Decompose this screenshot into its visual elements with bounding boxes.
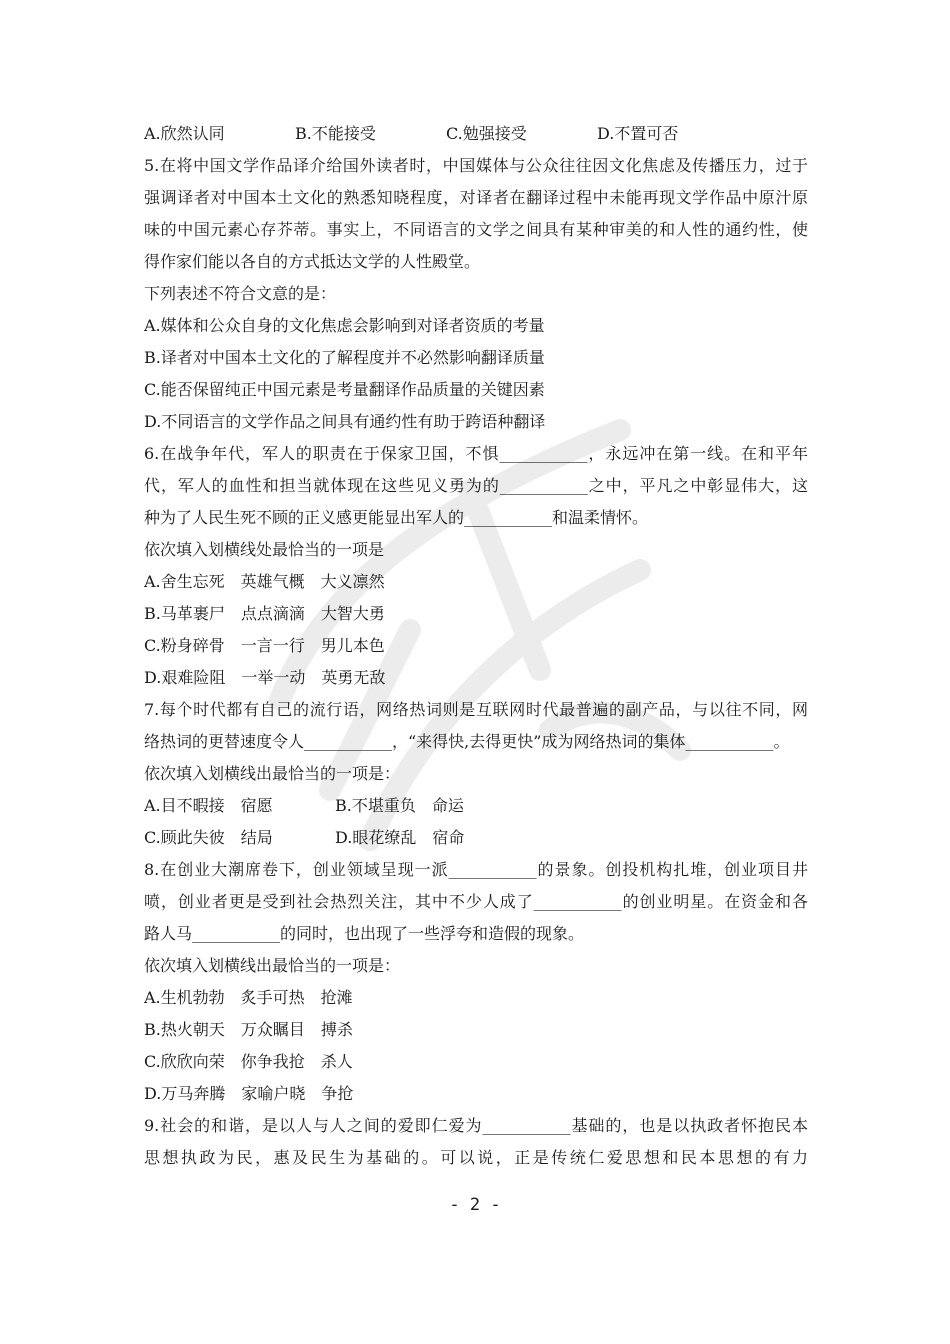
- q8-prompt: 依次填入划横线出最恰当的一项是：: [144, 956, 401, 975]
- q8-stem-line: 路人马___________的同时，也出现了一些浮夸和造假的现象。: [144, 924, 585, 943]
- q6-option-c: C.粉身碎骨 一言一行 男儿本色: [144, 636, 385, 655]
- page-number: - 2 -: [449, 1195, 501, 1215]
- q8-option-a: A.生机勃勃 炙手可热 抢滩: [144, 988, 353, 1007]
- question-7: [144, 694, 808, 854]
- q9-stem-line: 思想执政为民，惠及民生为基础的。可以说，正是传统仁爱思想和民本思想的有力: [144, 1148, 808, 1167]
- question-8: [144, 854, 808, 1110]
- q7-option-b: B.不堪重负 命运: [335, 796, 464, 815]
- q6-option-b: B.马革裹尸 点点滴滴 大智大勇: [144, 604, 385, 623]
- q8-stem-line: 喷，创业者更是受到社会热烈关注，其中不少人成了___________的创业明星。在资金和各: [144, 892, 808, 911]
- q7-option-c: C.顾此失彼 结局: [144, 828, 273, 847]
- q6-option-d: D.艰难险阻 一举一动 英勇无敌: [144, 668, 386, 687]
- q5-stem-line: 5.在将中国文学作品译介给国外读者时，中国媒体与公众往往因文化焦虑及传播压力，过于: [144, 156, 808, 175]
- q8-stem-line: 8.在创业大潮席卷下，创业领域呈现一派___________的景象。创投机构扎堆，创业项目井: [144, 860, 808, 879]
- q7-stem-line: 7.每个时代都有自己的流行语，网络热词则是互联网时代最普遍的副产品，与以往不同，网: [144, 700, 808, 719]
- q5-option-b: B.译者对中国本土文化的了解程度并不必然影响翻译质量: [144, 348, 545, 367]
- q4-option-a: A.欣然认同: [144, 124, 225, 143]
- q4-option-c: C.勉强接受: [446, 124, 527, 143]
- question-5: [144, 150, 808, 438]
- q5-stem-line: 得作家们能以各自的方式抵达文学的人性殿堂。: [144, 252, 481, 271]
- q6-stem-line: 代，军人的血性和担当就体现在这些见义勇为的___________之中，平凡之中彰显伟大，这: [144, 476, 808, 495]
- q4-option-d: D.不置可否: [597, 124, 679, 143]
- q5-stem-line: 味的中国元素心存芥蒂。事实上，不同语言的文学之间具有某种审美的和人性的通约性，使: [144, 220, 808, 239]
- question-6: [144, 438, 808, 694]
- q6-stem-line: 种为了人民生死不顾的正义感更能显出军人的___________和温柔情怀。: [144, 508, 649, 527]
- q6-option-a: A.舍生忘死 英雄气概 大义凛然: [144, 572, 385, 591]
- q5-stem-line: 强调译者对中国本土文化的熟悉知晓程度，对译者在翻译过程中未能再现文学作品中原汁原: [144, 188, 808, 207]
- q7-option-d: D.眼花缭乱 宿命: [335, 828, 465, 847]
- q8-option-b: B.热火朝天 万众瞩目 搏杀: [144, 1020, 353, 1039]
- q4-options: [144, 118, 808, 150]
- q5-option-d: D.不同语言的文学作品之间具有通约性有助于跨语种翻译: [144, 412, 546, 431]
- q7-prompt: 依次填入划横线出最恰当的一项是：: [144, 764, 401, 783]
- q8-option-c: C.欣欣向荣 你争我抢 杀人: [144, 1052, 353, 1071]
- q7-options-row: [144, 790, 808, 822]
- q9-stem-line: 9.社会的和谐，是以人与人之间的爱即仁爱为___________基础的，也是以执政者怀抱民本: [144, 1116, 808, 1135]
- q5-prompt: 下列表述不符合文意的是：: [144, 284, 337, 303]
- q5-option-c: C.能否保留纯正中国元素是考量翻译作品质量的关键因素: [144, 380, 545, 399]
- q7-option-a: A.目不暇接 宿愿: [144, 796, 273, 815]
- q7-options-row: [144, 822, 808, 854]
- question-9: [144, 1110, 808, 1174]
- document-body: [144, 118, 808, 1174]
- q6-prompt: 依次填入划横线处最恰当的一项是: [144, 540, 385, 559]
- q8-option-d: D.万马奔腾 家喻户晓 争抢: [144, 1084, 354, 1103]
- q7-stem-line: 络热词的更替速度令人___________，“来得快,去得更快”成为网络热词的集体___________。: [144, 732, 790, 751]
- q6-stem-line: 6.在战争年代，军人的职责在于保家卫国，不惧___________，永远冲在第一线。在和平年: [144, 444, 808, 463]
- q4-option-b: B.不能接受: [295, 124, 376, 143]
- q5-option-a: A.媒体和公众自身的文化焦虑会影响到对译者资质的考量: [144, 316, 545, 335]
